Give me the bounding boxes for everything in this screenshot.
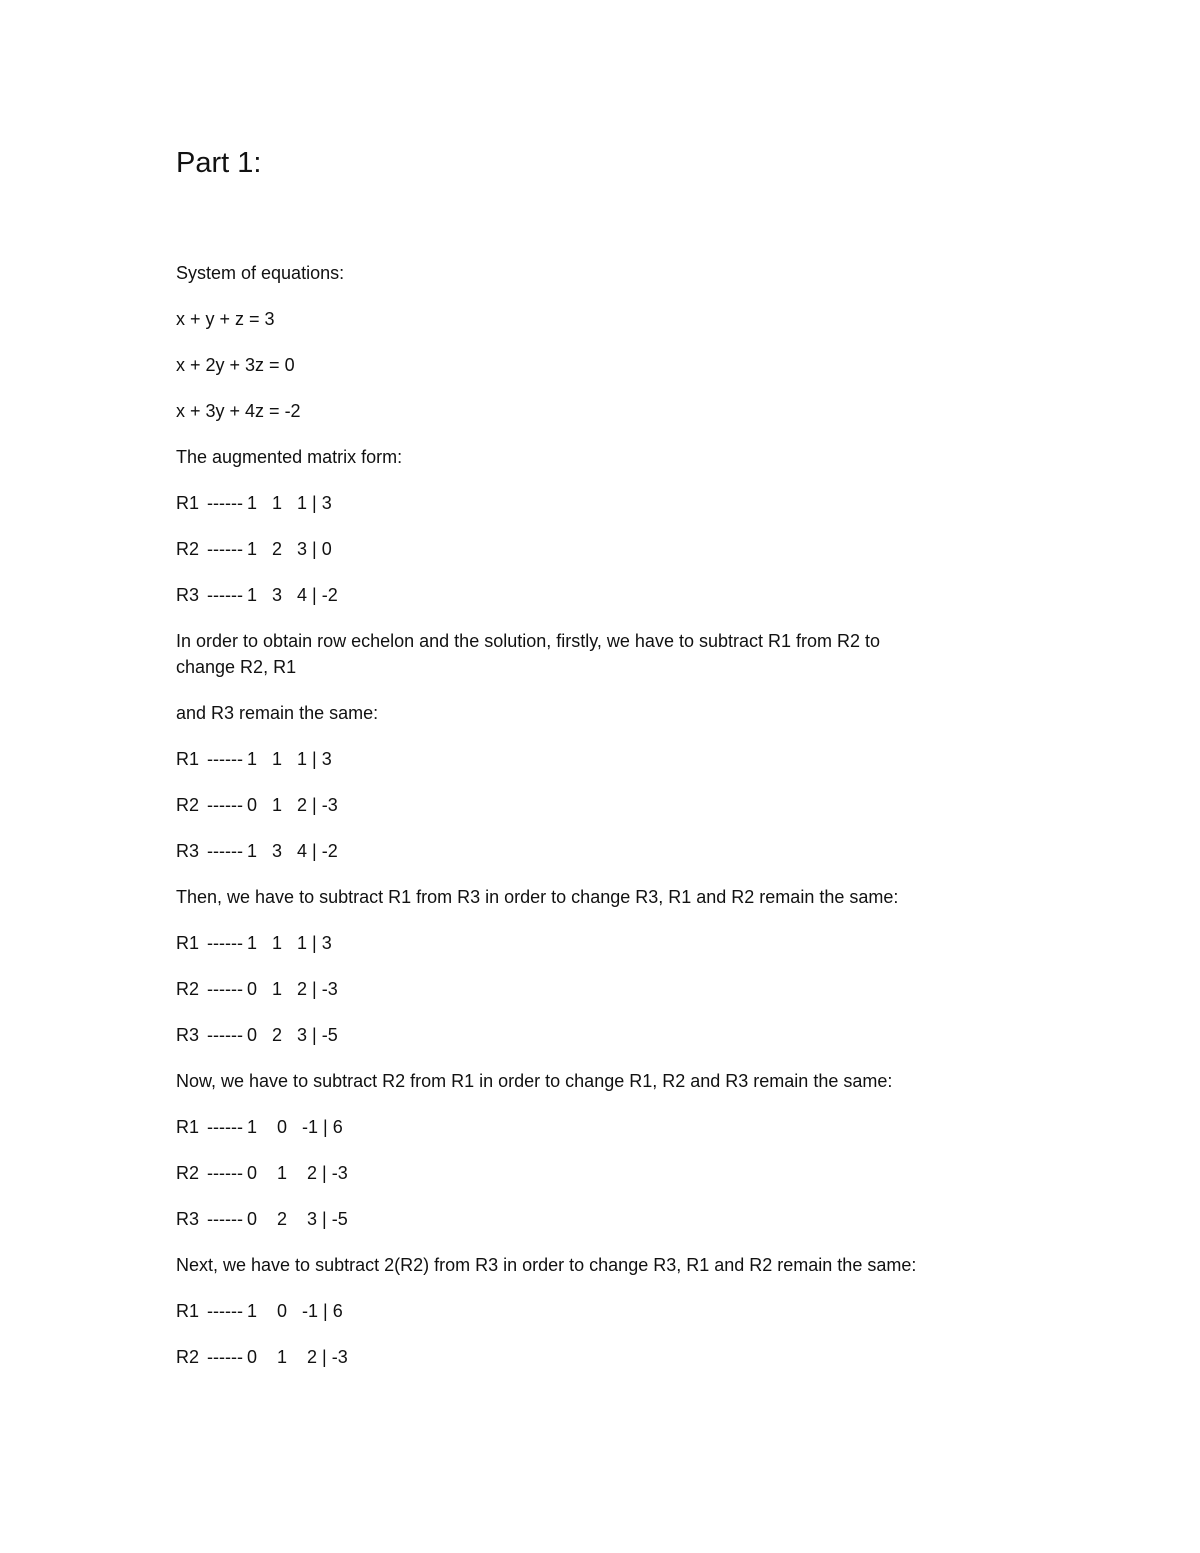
row-values: 1 0 -1 | 6 xyxy=(246,1117,343,1137)
matrix-row xyxy=(176,932,332,954)
row-dash: ------ xyxy=(207,1209,243,1229)
row-dash: ------ xyxy=(207,539,243,559)
row-values: 1 0 -1 | 6 xyxy=(246,1301,343,1321)
row-values: 1 1 1 | 3 xyxy=(246,493,332,513)
row-values: 1 3 4 | -2 xyxy=(246,841,338,861)
row-label: R2 xyxy=(176,539,200,559)
row-label: R2 xyxy=(176,795,200,815)
row-dash: ------ xyxy=(207,979,243,999)
matrix-row xyxy=(176,584,338,606)
row-label: R3 xyxy=(176,841,200,861)
row-dash: ------ xyxy=(207,1117,243,1137)
row-values: 1 1 1 | 3 xyxy=(246,933,332,953)
row-values: 0 2 3 | -5 xyxy=(246,1209,348,1229)
matrix-row xyxy=(176,1208,348,1230)
row-values: 0 2 3 | -5 xyxy=(246,1025,338,1045)
matrix-intro-text: The augmented matrix form: xyxy=(176,447,403,467)
equation-2: x + 2y + 3z = 0 xyxy=(176,355,295,375)
step1-text: In order to obtain row echelon and the solution, firstly, we have to subtract R1 from R2 to xyxy=(176,631,881,651)
equation-3: x + 3y + 4z = -2 xyxy=(176,401,301,421)
step4-text: Next, we have to subtract 2(R2) from R3 in order to change R3, R1 and R2 remain the same: xyxy=(176,1255,917,1275)
row-dash: ------ xyxy=(207,585,243,605)
page-heading: Part 1: xyxy=(176,147,262,179)
matrix-row xyxy=(176,840,338,862)
row-label: R3 xyxy=(176,585,200,605)
row-dash: ------ xyxy=(207,1025,243,1045)
row-label: R1 xyxy=(176,1301,200,1321)
row-values: 0 1 2 | -3 xyxy=(246,1163,348,1183)
row-dash: ------ xyxy=(207,1163,243,1183)
row-label: R2 xyxy=(176,979,200,999)
equation-1: x + y + z = 3 xyxy=(176,309,275,329)
row-label: R1 xyxy=(176,933,200,953)
row-label: R1 xyxy=(176,749,200,769)
matrix-row xyxy=(176,978,338,1000)
matrix-row xyxy=(176,538,332,560)
matrix-row xyxy=(176,1024,338,1046)
step3-text: Now, we have to subtract R2 from R1 in order to change R1, R2 and R3 remain the same: xyxy=(176,1071,893,1091)
row-label: R1 xyxy=(176,1117,200,1137)
row-label: R2 xyxy=(176,1347,200,1367)
matrix-row xyxy=(176,748,332,770)
row-label: R1 xyxy=(176,493,200,513)
intro-text: System of equations: xyxy=(176,263,345,283)
matrix-row xyxy=(176,1116,343,1138)
matrix-row xyxy=(176,492,332,514)
row-label: R3 xyxy=(176,1025,200,1045)
matrix-row xyxy=(176,1162,348,1184)
row-values: 0 1 2 | -3 xyxy=(246,795,338,815)
matrix-row xyxy=(176,1346,348,1368)
row-values: 0 1 2 | -3 xyxy=(246,1347,348,1367)
step1-text-end: and R3 remain the same: xyxy=(176,703,379,723)
row-dash: ------ xyxy=(207,841,243,861)
row-dash: ------ xyxy=(207,1301,243,1321)
row-values: 1 1 1 | 3 xyxy=(246,749,332,769)
row-values: 1 3 4 | -2 xyxy=(246,585,338,605)
row-dash: ------ xyxy=(207,1347,243,1367)
row-dash: ------ xyxy=(207,749,243,769)
step1-text-continued: change R2, R1 xyxy=(176,657,297,677)
row-values: 0 1 2 | -3 xyxy=(246,979,338,999)
row-dash: ------ xyxy=(207,933,243,953)
step2-text: Then, we have to subtract R1 from R3 in order to change R3, R1 and R2 remain the same: xyxy=(176,887,899,907)
matrix-row xyxy=(176,1300,343,1322)
row-dash: ------ xyxy=(207,493,243,513)
row-label: R2 xyxy=(176,1163,200,1183)
matrix-row xyxy=(176,794,338,816)
row-label: R3 xyxy=(176,1209,200,1229)
row-dash: ------ xyxy=(207,795,243,815)
row-values: 1 2 3 | 0 xyxy=(246,539,332,559)
